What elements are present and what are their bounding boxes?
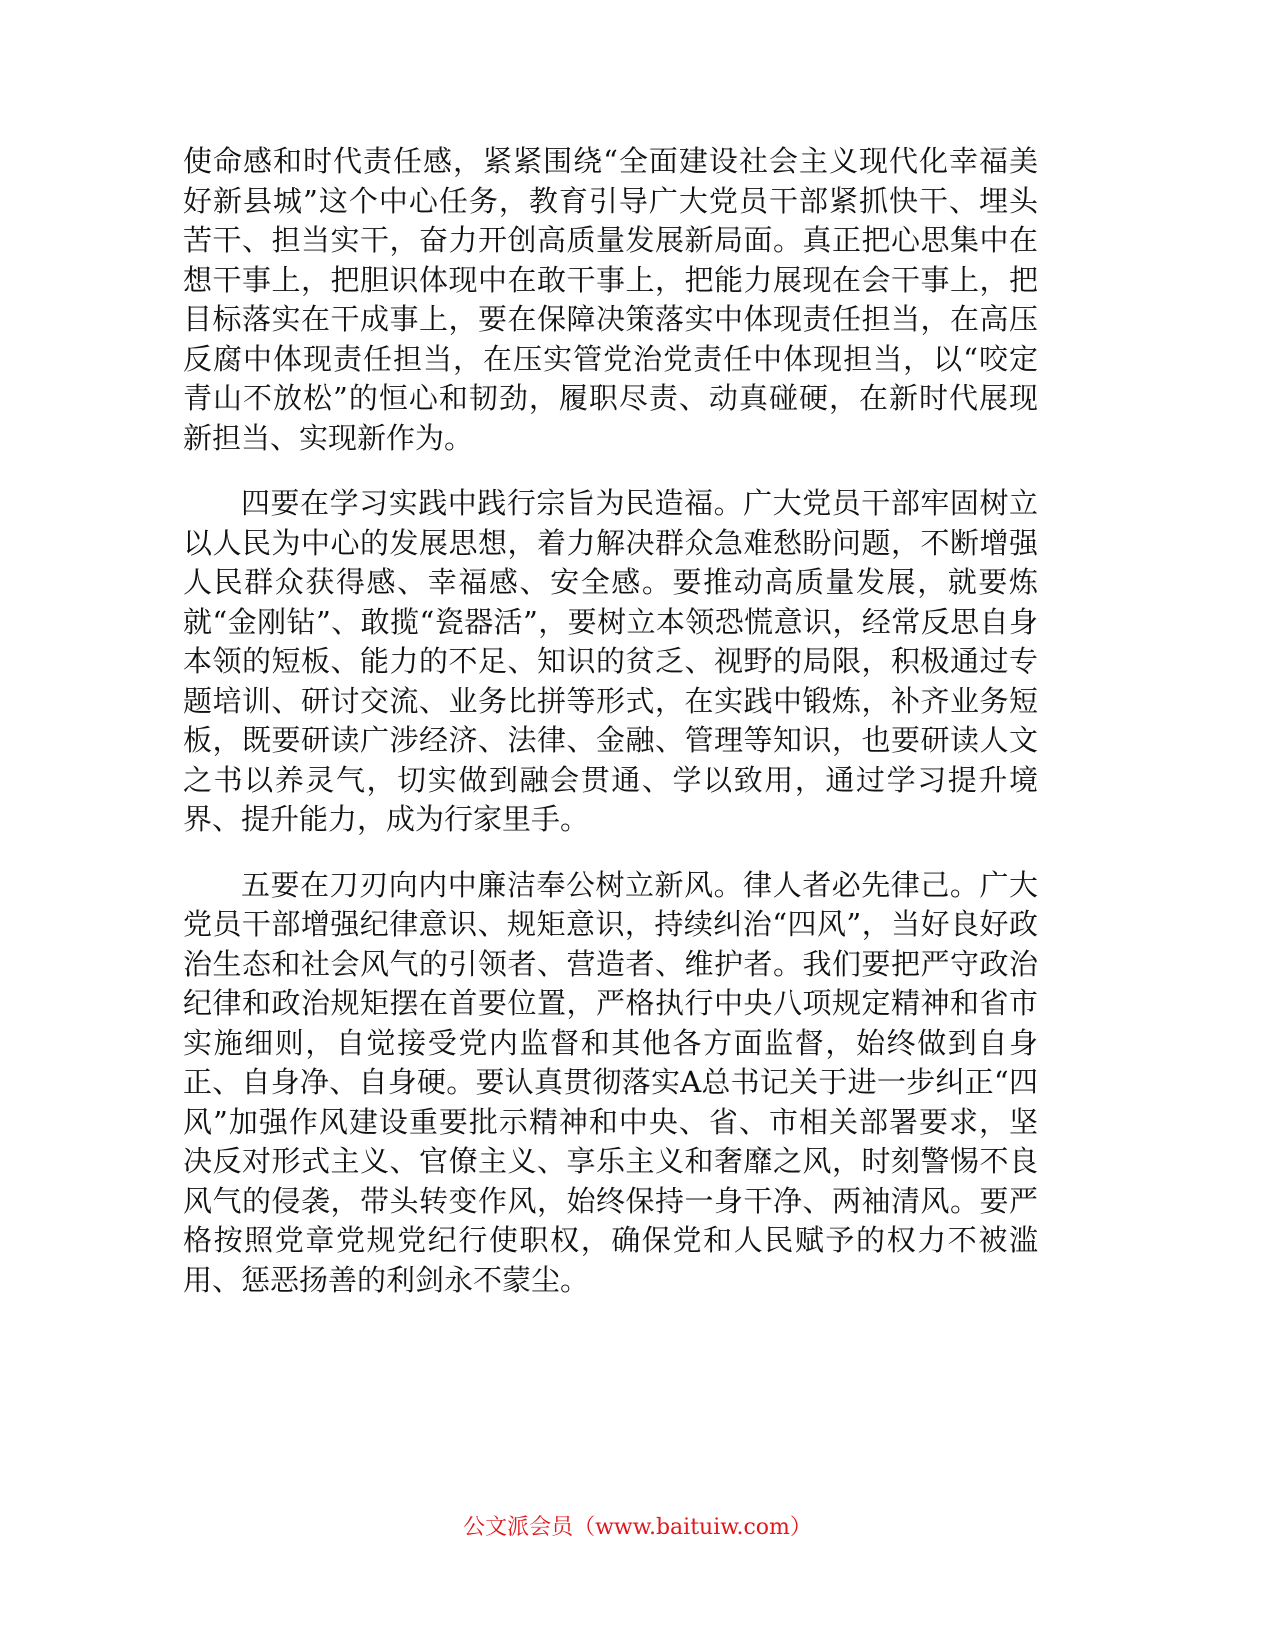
paragraph-five: 五要在刀刃向内中廉洁奉公树立新风。律人者必先律己。广大党员干部增强纪律意识、规矩意识，持续纠治“四风”，当好良好政治生态和社会风气的引领者、营造者、维护者。我们要把严守政治纪律和政治规矩摆在首要位置，严格执行中央八项规定精神和省市实施细则，自觉接受党内监督和其他各方面监督，始终做到自身正、自身净、自身硬。要认真贯彻落实A总书记关于进一步纠正“四风”加强作风建设重要批示精神和中央、省、市相关部署要求，坚决反对形式主义、官僚主义、享乐主义和奢靡之风，时刻警惕不良风气的侵袭，带头转变作风，始终保持一身干净、两袖清风。要严格按照党章党规党纪行使职权，确保党和人民赋予的权力不被滥用、惩恶扬善的利剑永不蒙尘。 <box>183 867 1038 1297</box>
paragraph-continuation: 使命感和时代责任感，紧紧围绕“全面建设社会主义现代化幸福美好新县城”这个中心任务，教育引导广大党员干部紧抓快干、埋头苦干、担当实干，奋力开创高质量发展新局面。真正把心思集中在想干事上，把胆识体现中在敢干事上，把能力展现在会干事上，把目标落实在干成事上，要在保障决策落实中体现责任担当，在高压反腐中体现责任担当，在压实管党治党责任中体现担当，以“咬定青山不放松”的恒心和韧劲，履职尽责、动真碰硬，在新时代展现新担当、实现新作为。 <box>183 144 1038 455</box>
document-body <box>183 142 1038 1326</box>
paragraph-four: 四要在学习实践中践行宗旨为民造福。广大党员干部牢固树立以人民为中心的发展思想，着力解决群众急难愁盼问题，不断增强人民群众获得感、幸福感、安全感。要推动高质量发展，就要炼就“金刚钻”、敢揽“瓷器活”，要树立本领恐慌意识，经常反思自身本领的短板、能力的不足、知识的贫乏、视野的局限，积极通过专题培训、研讨交流、业务比拼等形式，在实践中锻炼，补齐业务短板，既要研读广涉经济、法律、金融、管理等知识，也要研读人文之书以养灵气，切实做到融会贯通、学以致用，通过学习提升境界、提升能力，成为行家里手。 <box>183 486 1038 836</box>
footer-watermark-text: 公文派会员（www.baituiw.com） <box>463 1515 812 1540</box>
